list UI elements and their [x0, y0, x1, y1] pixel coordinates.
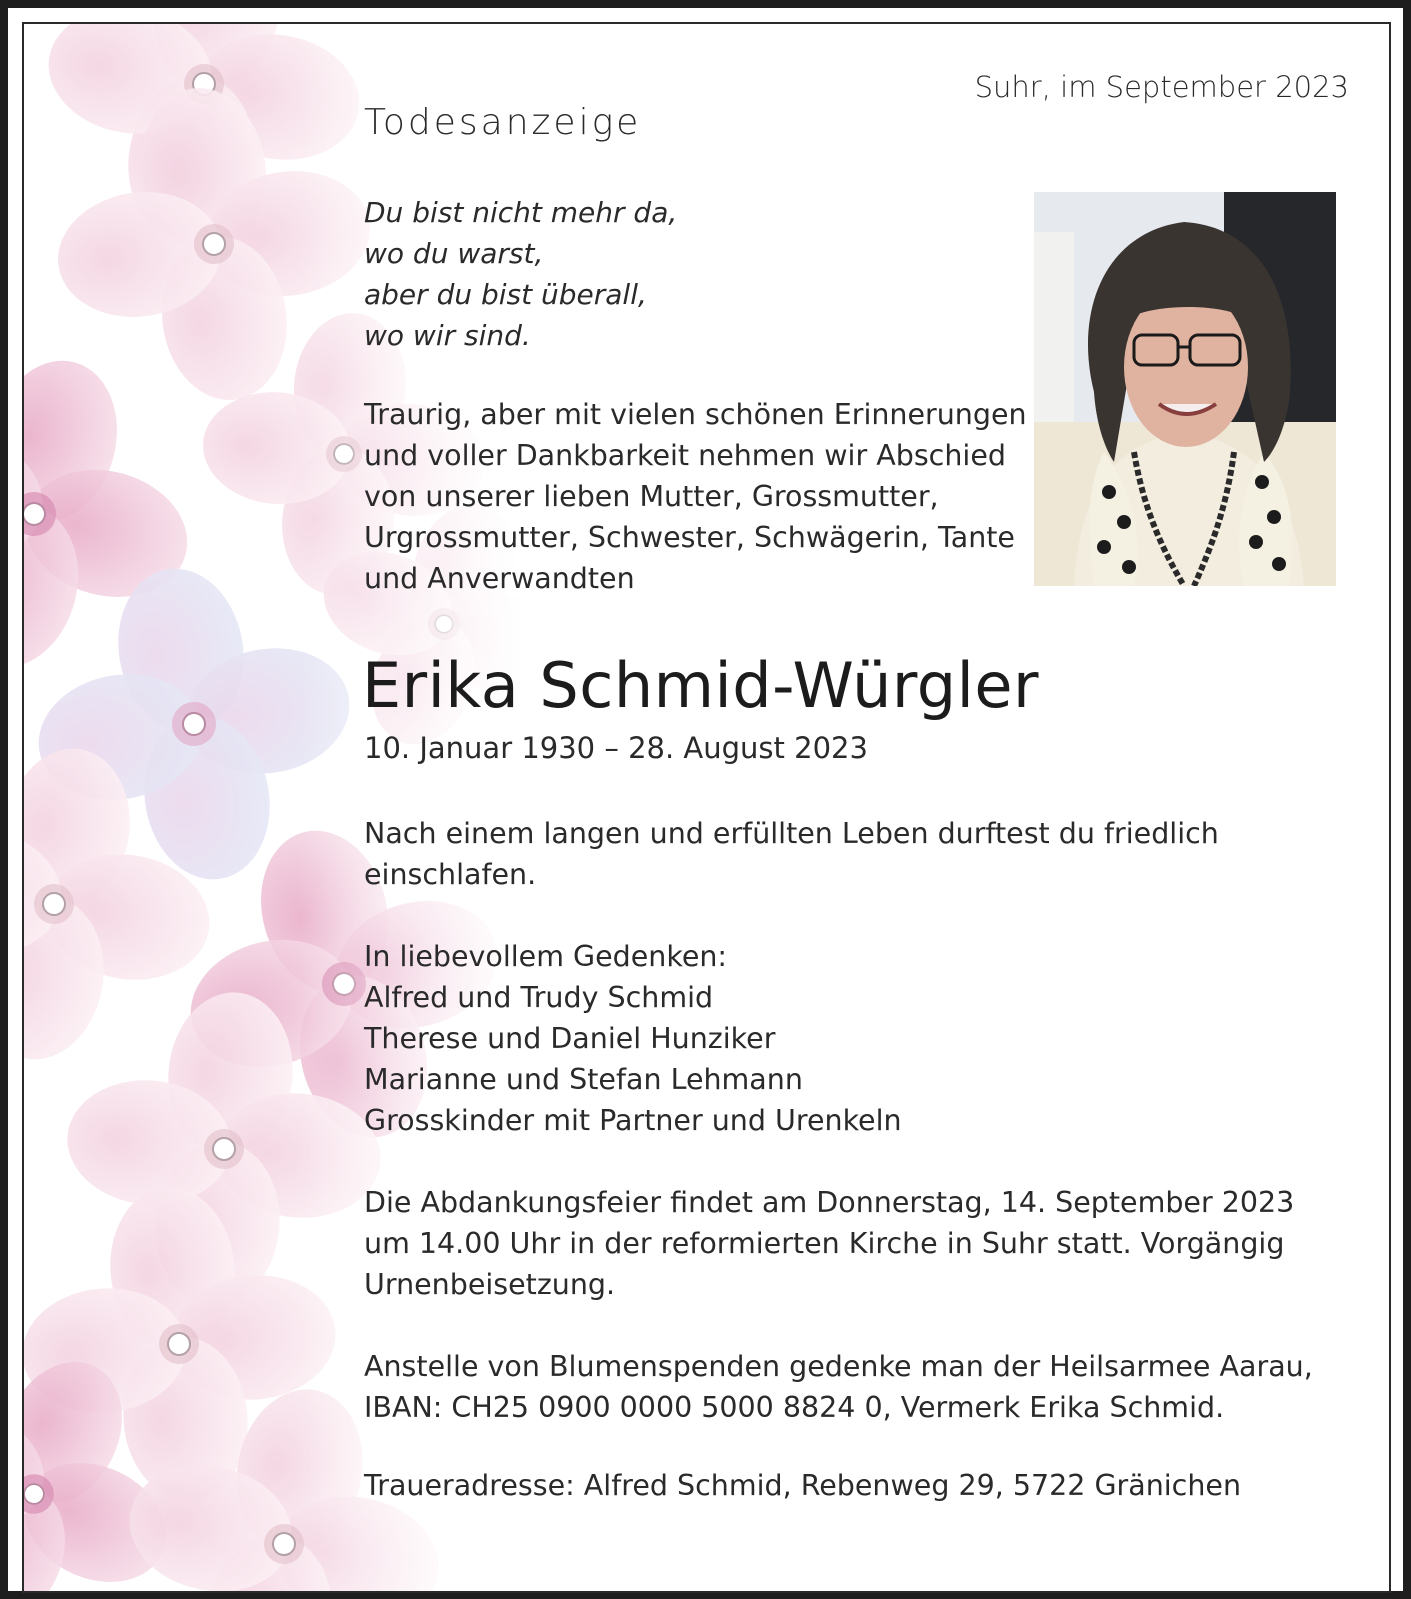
service-line: Urnenbeisetzung. — [364, 1268, 616, 1301]
mourning-address: Traueradresse: Alfred Schmid, Rebenweg 29, 5722 Gränichen — [364, 1469, 1242, 1502]
poem-line: aber du bist überall, — [364, 278, 647, 311]
poem-line: Du bist nicht mehr da, — [364, 196, 678, 229]
deceased-name: Erika Schmid-Würgler — [362, 649, 1039, 722]
intro-line: Traurig, aber mit vielen schönen Erinnerungen — [364, 398, 1027, 431]
notice-title: Todesanzeige — [364, 102, 642, 143]
mourner-entry: Therese und Daniel Hunziker — [364, 1022, 776, 1055]
intro-line: und voller Dankbarkeit nehmen wir Abschied — [364, 439, 1006, 472]
service-line: Die Abdankungsfeier findet am Donnerstag, 14. September 2023 — [364, 1186, 1295, 1219]
mourners-heading: In liebevollem Gedenken: — [364, 940, 728, 973]
donation-line: Anstelle von Blumenspenden gedenke man der Heilsarmee Aarau, — [364, 1350, 1313, 1383]
poem-line: wo du warst, — [364, 237, 544, 270]
donation-info — [364, 1346, 1313, 1428]
place-date: Suhr, im September 2023 — [974, 70, 1349, 104]
closing-line: Nach einem langen und erfüllten Leben durftest du friedlich — [364, 817, 1219, 850]
intro-line: und Anverwandten — [364, 562, 635, 595]
intro-text — [364, 394, 1027, 599]
poem-line: wo wir sind. — [364, 319, 531, 352]
service-info — [364, 1182, 1294, 1305]
life-dates: 10. Januar 1930 – 28. August 2023 — [364, 731, 868, 765]
poem — [364, 192, 677, 356]
closing-text — [364, 813, 1219, 895]
closing-line: einschlafen. — [364, 858, 537, 891]
mourner-entry: Alfred und Trudy Schmid — [364, 981, 714, 1014]
mourners-list — [364, 936, 902, 1141]
intro-line: Urgrossmutter, Schwester, Schwägerin, Tante — [364, 521, 1015, 554]
portrait-photo — [1034, 192, 1336, 586]
donation-line: IBAN: CH25 0900 0000 5000 8824 0, Vermerk Erika Schmid. — [364, 1391, 1225, 1424]
intro-line: von unserer lieben Mutter, Grossmutter, — [364, 480, 939, 513]
service-line: um 14.00 Uhr in der reformierten Kirche in Suhr statt. Vorgängig — [364, 1227, 1285, 1260]
notice-panel — [22, 22, 1391, 1593]
mourner-entry: Grosskinder mit Partner und Urenkeln — [364, 1104, 902, 1137]
mourner-entry: Marianne und Stefan Lehmann — [364, 1063, 803, 1096]
